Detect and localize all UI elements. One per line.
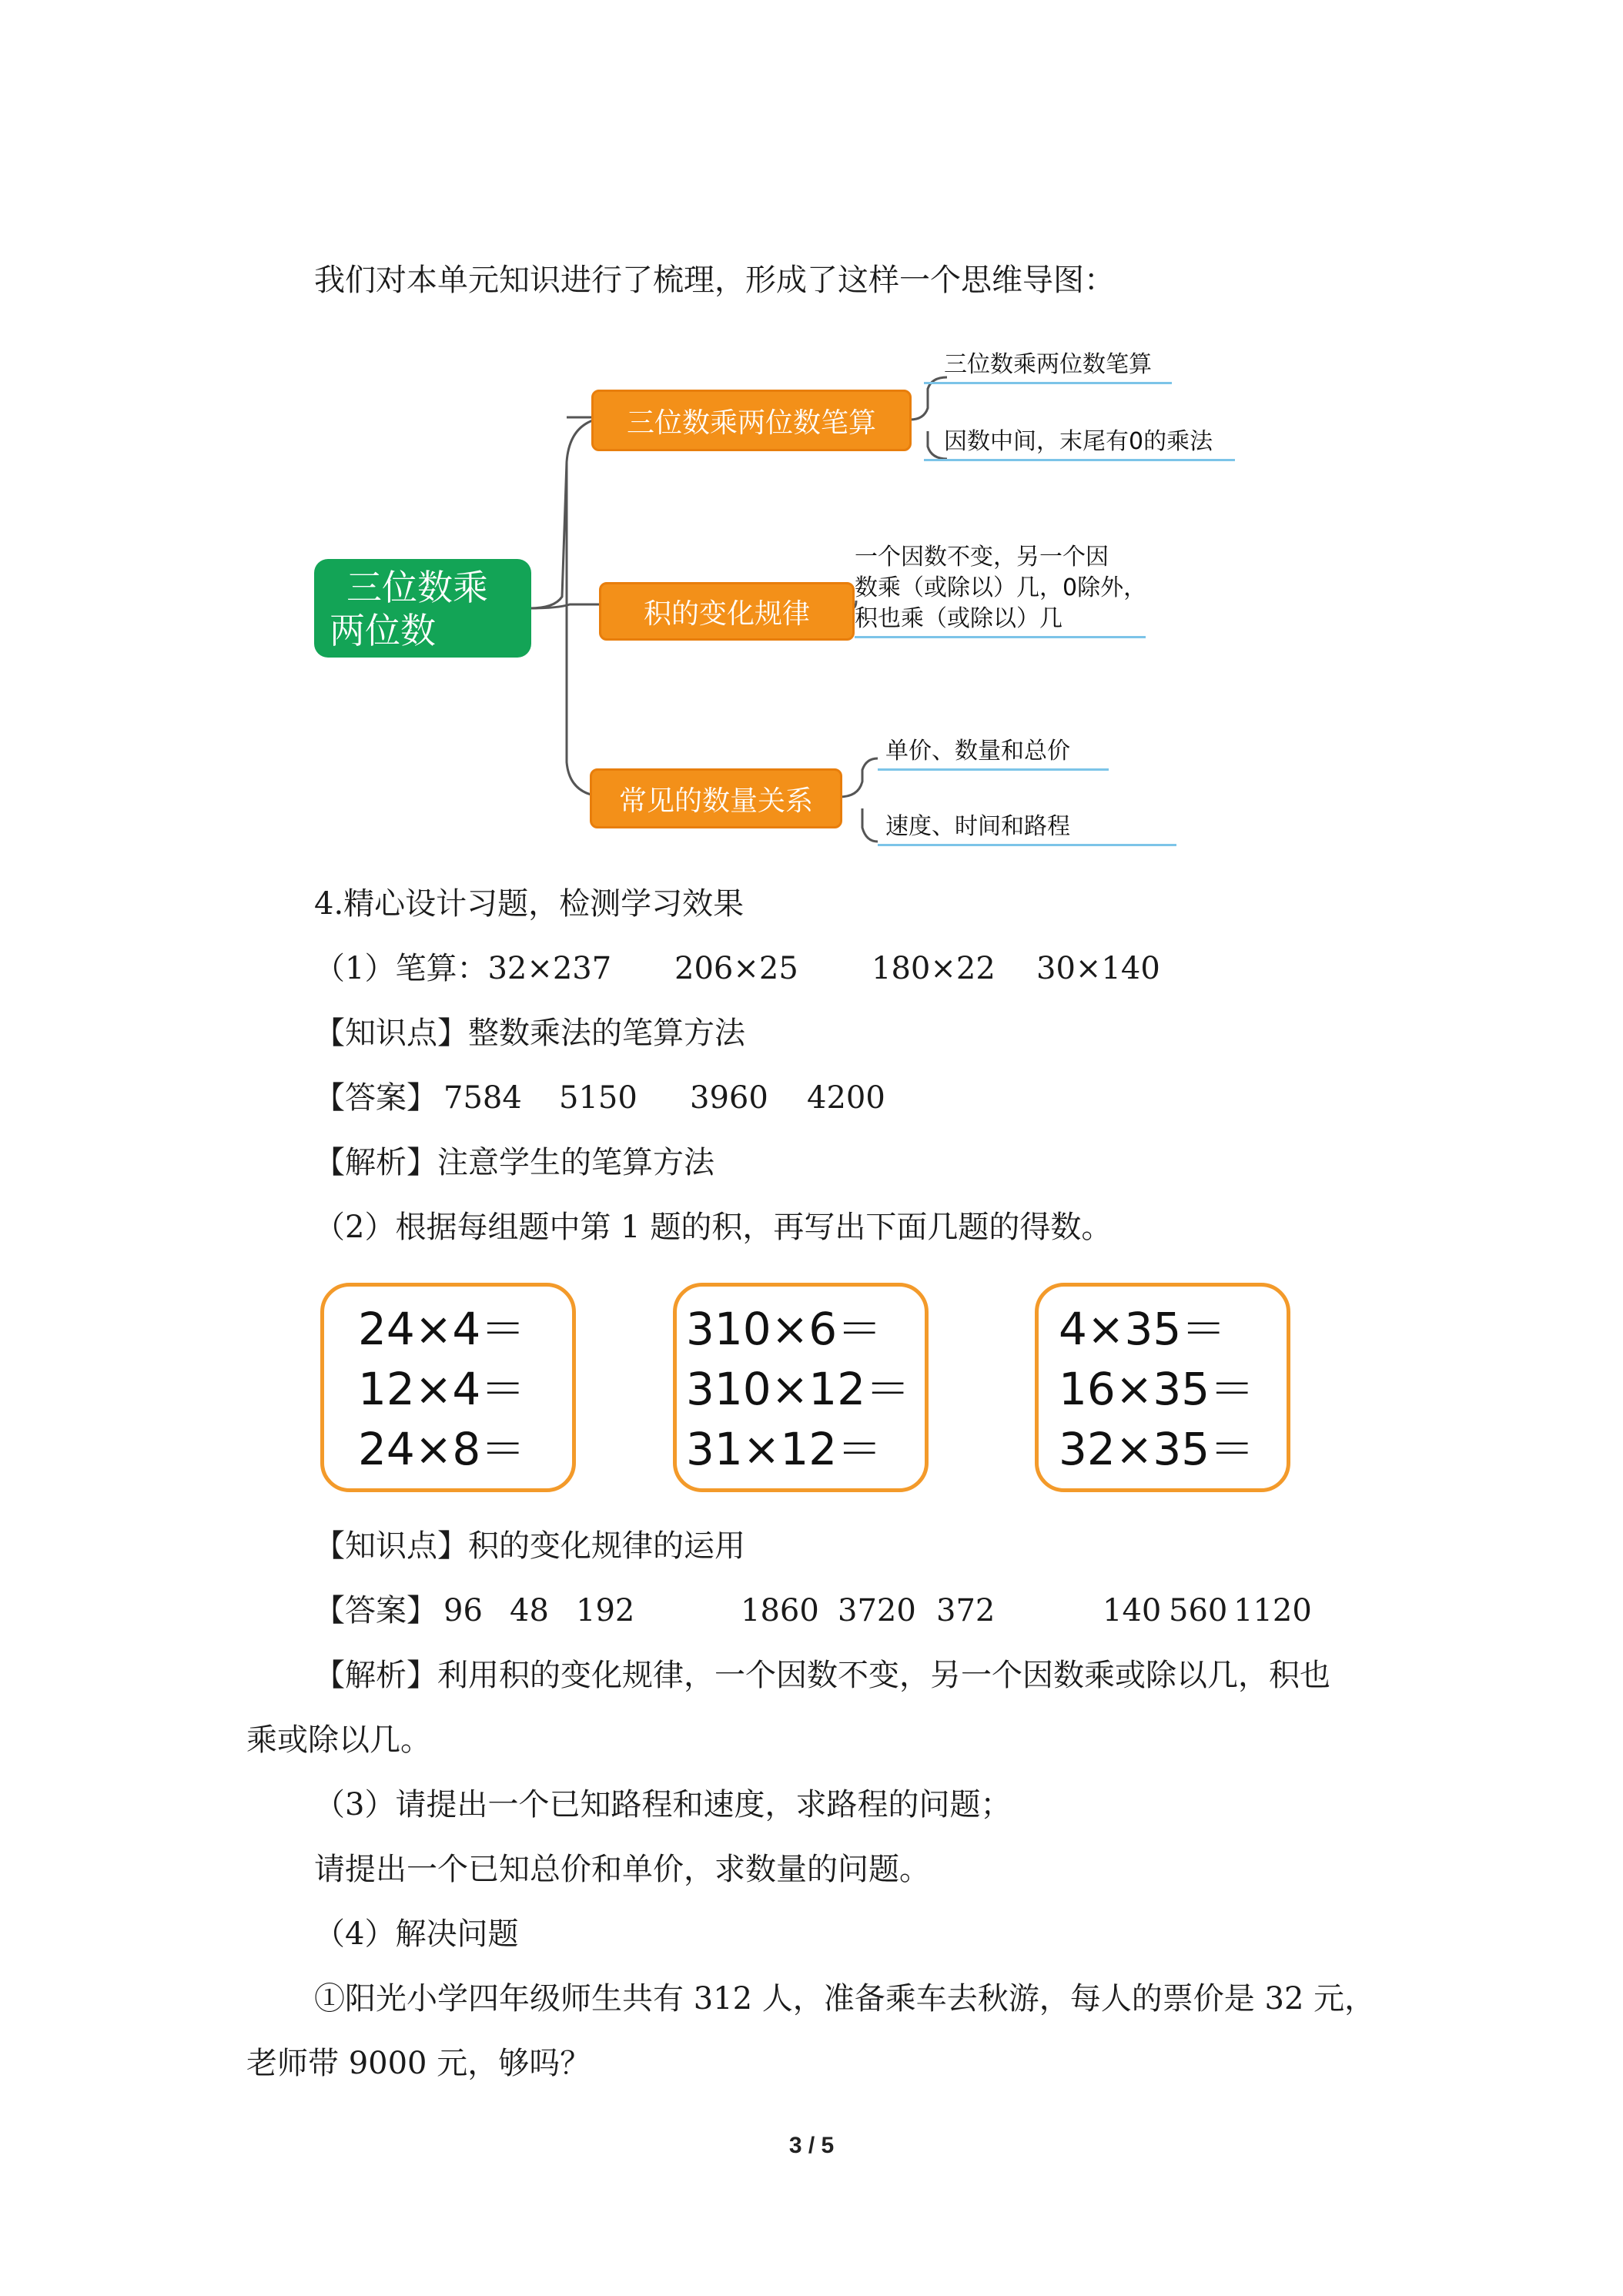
q1-knowledge: 【知识点】整数乘法的笔算方法 xyxy=(314,1016,745,1051)
q2-answer: 3720 xyxy=(838,1593,916,1628)
q2-analysis-cont: 乘或除以几。 xyxy=(246,1722,431,1758)
q1-item: 180×22 xyxy=(872,951,996,986)
section4-title: 4.精心设计习题，检测学习效果 xyxy=(314,886,745,922)
mindmap-leaf-price-quantity: 单价、数量和总价 xyxy=(885,738,1070,765)
mindmap-branch-product-rule: 积的变化规律 xyxy=(599,582,855,641)
q2-prompt: （2）根据每组题中第 1 题的积，再写出下面几题的得数。 xyxy=(314,1210,1113,1245)
mindmap-leaf-underline xyxy=(924,382,1172,384)
mindmap-leaf-written-calc: 三位数乘两位数笔算 xyxy=(944,351,1152,378)
q1-item: 30×140 xyxy=(1036,951,1160,986)
q3-line1: （3）请提出一个已知路程和速度，求路程的问题； xyxy=(314,1787,1012,1822)
q1-answer: 5150 xyxy=(559,1080,637,1116)
mindmap-leaf-zero-multiplication: 因数中间，末尾有0的乘法 xyxy=(944,428,1213,455)
q2-answer: 192 xyxy=(576,1593,635,1628)
q2-equation: 31×12＝ xyxy=(686,1423,882,1475)
mindmap-leaf-underline xyxy=(924,459,1235,461)
q2-equation: 310×12＝ xyxy=(686,1363,911,1415)
mindmap-root-node xyxy=(314,559,531,658)
mindmap-leaf-rule-line3: 积也乘（或除以）几 xyxy=(855,605,1062,632)
q2-answer: 372 xyxy=(936,1593,996,1628)
mindmap-branch-quantity-relations: 常见的数量关系 xyxy=(590,768,842,828)
intro-text: 我们对本单元知识进行了梳理，形成了这样一个思维导图： xyxy=(314,263,1115,298)
q2-analysis: 【解析】利用积的变化规律，一个因数不变，另一个因数乘或除以几，积也 xyxy=(314,1658,1330,1693)
mindmap-leaf-underline xyxy=(878,768,1109,771)
q2-answer-label: 【答案】 xyxy=(314,1593,437,1628)
q1-analysis: 【解析】注意学生的笔算方法 xyxy=(314,1145,714,1180)
q2-equation: 24×8＝ xyxy=(358,1423,526,1475)
q2-answer: 96 xyxy=(443,1593,483,1628)
mindmap-leaf-rule-line2: 数乘（或除以）几，0除外， xyxy=(855,574,1147,601)
q1-answer: 7584 xyxy=(443,1080,522,1116)
mindmap-leaf-speed-time-distance: 速度、时间和路程 xyxy=(885,813,1070,840)
q2-equation: 310×6＝ xyxy=(686,1303,882,1355)
q2-answer: 48 xyxy=(510,1593,549,1628)
q2-answer: 1120 xyxy=(1233,1593,1312,1628)
q4-problem1-line1: ①阳光小学四年级师生共有 312 人，准备乘车去秋游，每人的票价是 32 元， xyxy=(314,1981,1376,2017)
q2-answer: 140 xyxy=(1103,1593,1162,1628)
mindmap-leaf-rule-line1: 一个因数不变，另一个因 xyxy=(855,544,1109,571)
q2-equation: 4×35＝ xyxy=(1059,1303,1226,1355)
q4-problem1-line2: 老师带 9000 元，够吗？ xyxy=(246,2046,591,2081)
q2-card-group-3 xyxy=(1035,1283,1290,1492)
q1-answer: 4200 xyxy=(807,1080,885,1116)
q2-equation: 24×4＝ xyxy=(358,1303,526,1355)
page-number: 3 / 5 xyxy=(788,2133,835,2158)
q2-equation: 12×4＝ xyxy=(358,1363,526,1415)
q2-equation: 16×35＝ xyxy=(1059,1363,1255,1415)
mindmap-leaf-underline xyxy=(855,636,1146,638)
q1-answer-label: 【答案】 xyxy=(314,1080,437,1116)
q2-knowledge: 【知识点】积的变化规律的运用 xyxy=(314,1528,745,1564)
q2-answer: 560 xyxy=(1169,1593,1228,1628)
mindmap-root-line1: 三位数乘 xyxy=(346,567,488,608)
q2-card-group-1 xyxy=(320,1283,576,1492)
q1-prompt: （1）笔算：32×237 xyxy=(314,951,612,986)
mindmap-root-line2: 两位数 xyxy=(330,610,436,651)
q2-card-group-2 xyxy=(673,1283,929,1492)
mindmap-leaf-underline xyxy=(878,844,1176,846)
q1-answer: 3960 xyxy=(690,1080,768,1116)
q2-equation: 32×35＝ xyxy=(1059,1423,1255,1475)
q1-item: 206×25 xyxy=(674,951,798,986)
q2-answer: 1860 xyxy=(741,1593,819,1628)
mindmap-branch-written-multiplication: 三位数乘两位数笔算 xyxy=(591,390,912,451)
q3-line2: 请提出一个已知总价和单价，求数量的问题。 xyxy=(314,1852,930,1887)
q4-title: （4）解决问题 xyxy=(314,1916,519,1952)
